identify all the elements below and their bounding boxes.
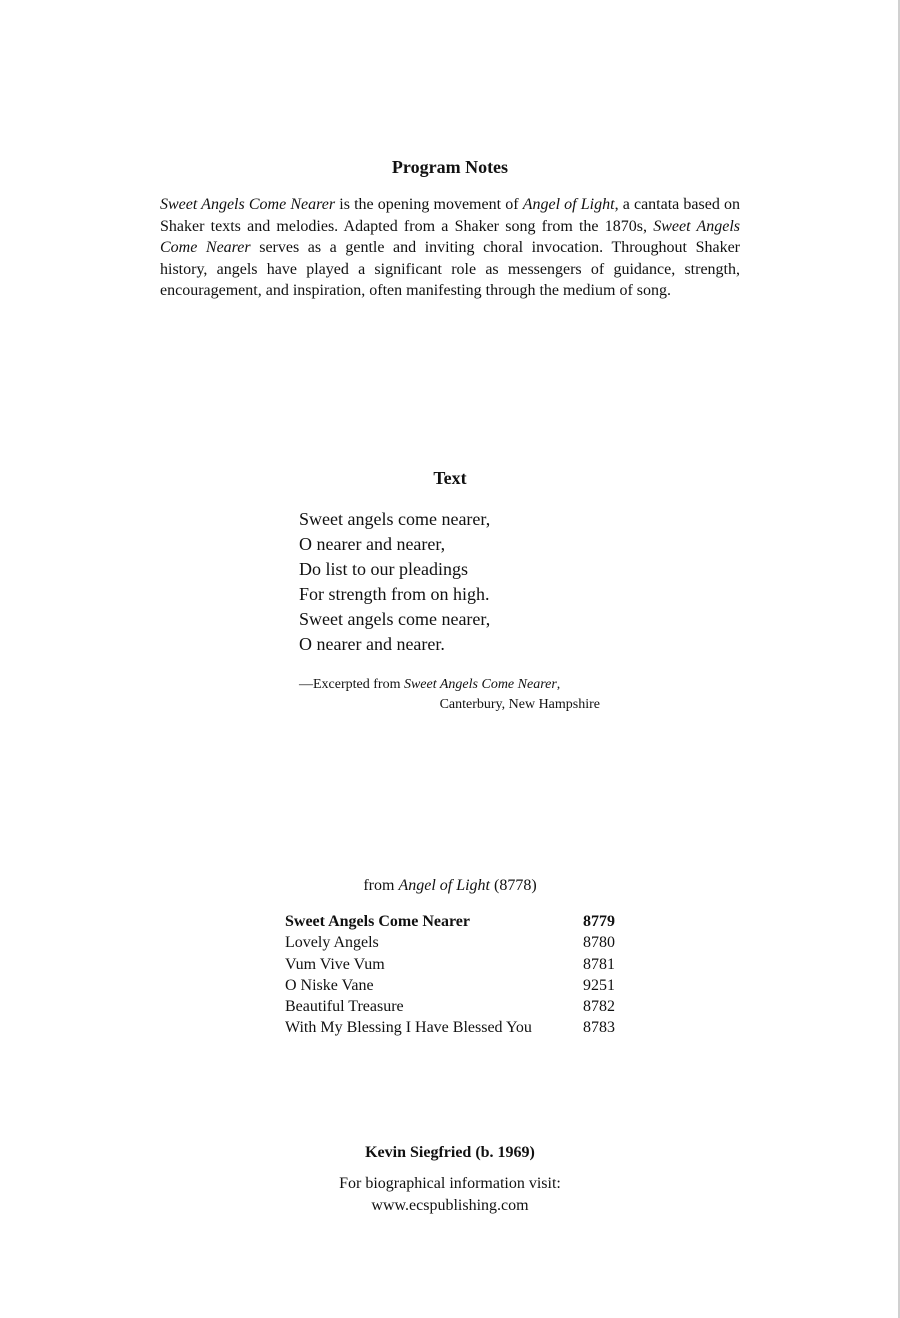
poem-line: For strength from on high.: [299, 584, 490, 604]
work-item-title: Vum Vive Vum: [285, 955, 385, 973]
text-credit: [299, 675, 600, 715]
work-item-title: O Niske Vane: [285, 976, 374, 994]
composer-name: Kevin Siegfried (b. 1969): [365, 1144, 535, 1161]
work-item-title: Beautiful Treasure: [285, 998, 404, 1016]
poem: [299, 507, 490, 657]
credit-suffix: ,: [556, 677, 561, 692]
poem-line: Do list to our pleadings: [299, 559, 468, 579]
list-item: [285, 975, 615, 996]
credit-place: Canterbury, New Hampshire: [439, 697, 600, 712]
notes-text-3: serves as a gentle and inviting choral invocation. Throughout Shaker history, angels have played a significant role as messengers of guidance, strength, encouragement, and inspiration, often manifesting through the medium of song.: [160, 239, 741, 299]
credit-line-1: [299, 675, 600, 695]
composer-bio: [0, 1173, 900, 1217]
list-item: [285, 911, 615, 932]
work-item-number: 8782: [583, 998, 615, 1016]
work-item-number: 8779: [583, 913, 615, 930]
work-item-number: 9251: [583, 976, 615, 994]
notes-text-2: , a cantata based on Shaker texts and melodies. Adapted from a Shaker song from the 1870s,: [160, 196, 741, 235]
work-item-title: Lovely Angels: [285, 934, 379, 952]
credit-source: Sweet Angels Come Nearer: [403, 677, 557, 692]
poem-line: Sweet angels come nearer,: [299, 609, 491, 629]
work-title-repeat: Sweet Angels Come Nearer: [160, 217, 740, 256]
text-section-title: Text: [433, 468, 467, 488]
program-notes-paragraph: [160, 194, 740, 302]
list-item: [285, 996, 615, 1017]
poem-line: Sweet angels come nearer,: [299, 509, 491, 529]
cantata-title: Angel of Light: [522, 196, 615, 213]
work-item-number: 8783: [583, 1019, 615, 1037]
from-prefix: from: [363, 877, 399, 894]
work-title: Sweet Angels Come Nearer: [160, 196, 336, 213]
list-item: [285, 954, 615, 975]
work-item-number: 8780: [583, 934, 615, 952]
bio-line: For biographical information visit:: [339, 1175, 561, 1192]
program-notes-title: Program Notes: [391, 157, 509, 177]
work-item-title: Sweet Angels Come Nearer: [285, 913, 470, 930]
works-list: [285, 911, 615, 1039]
list-item: [285, 1017, 615, 1038]
series-number: (8778): [490, 877, 537, 894]
poem-line: O nearer and nearer.: [299, 634, 445, 654]
series-heading: [0, 877, 900, 895]
list-item: [285, 932, 615, 953]
work-item-number: 8781: [583, 955, 615, 973]
work-item-title: With My Blessing I Have Blessed You: [285, 1019, 532, 1037]
credit-prefix: —Excerpted from: [299, 677, 404, 692]
notes-text-1: is the opening movement of: [335, 196, 523, 213]
series-title: Angel of Light: [398, 877, 490, 894]
website-link[interactable]: www.ecspublishing.com: [371, 1197, 529, 1214]
poem-line: O nearer and nearer,: [299, 534, 446, 554]
